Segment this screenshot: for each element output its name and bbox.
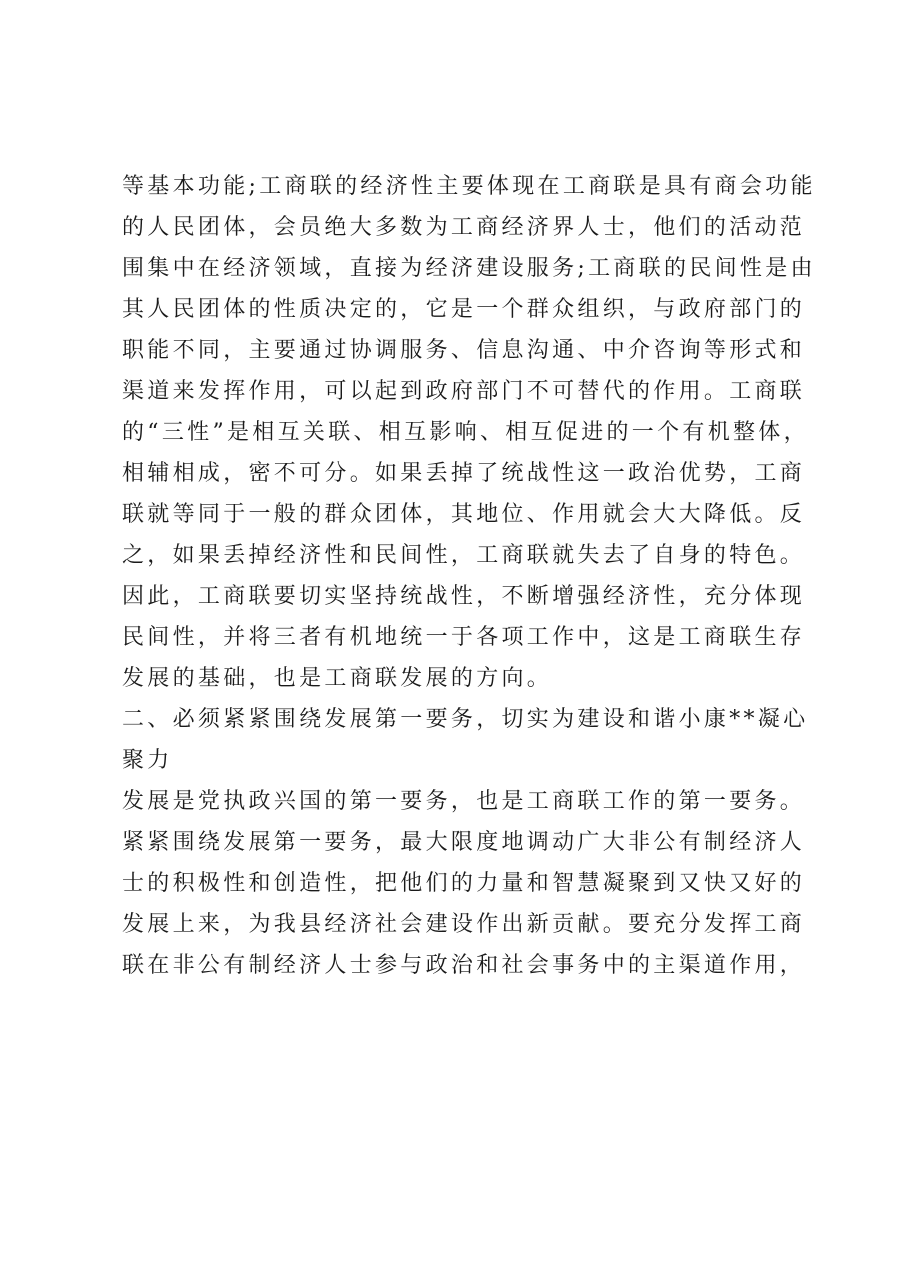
- body-line: 士的积极性和创造性，把他们的力量和智慧凝聚到又快又好的: [122, 871, 806, 896]
- body-line: 的人民团体，会员绝大多数为工商经济界人士，他们的活动范: [122, 215, 806, 240]
- body-line: 之，如果丢掉经济性和民间性，工商联就失去了自身的特色。: [122, 543, 806, 568]
- body-line: 发展上来，为我县经济社会建设作出新贡献。要充分发挥工商: [122, 912, 806, 937]
- section-heading-line: 二、必须紧紧围绕发展第一要务，切实为建设和谐小康**凝心: [122, 707, 809, 732]
- body-line: 渠道来发挥作用，可以起到政府部门不可替代的作用。工商联: [122, 379, 806, 404]
- body-line: 相辅相成，密不可分。如果丢掉了统战性这一政治优势，工商: [122, 461, 806, 486]
- body-line: 因此，工商联要切实坚持统战性，不断增强经济性，充分体现: [122, 584, 806, 609]
- body-line: 发展是党执政兴国的第一要务，也是工商联工作的第一要务。: [122, 789, 806, 814]
- body-line: 民间性，并将三者有机地统一于各项工作中，这是工商联生存: [122, 625, 806, 650]
- body-line: 发展的基础，也是工商联发展的方向。: [122, 666, 553, 691]
- body-line: 的“三性”是相互关联、相互影响、相互促进的一个有机整体，: [122, 420, 809, 445]
- body-line: 紧紧围绕发展第一要务，最大限度地调动广大非公有制经济人: [122, 830, 806, 855]
- body-line: 等基本功能;工商联的经济性主要体现在工商联是具有商会功能: [122, 174, 816, 199]
- body-line: 职能不同，主要通过协调服务、信息沟通、中介咨询等形式和: [122, 338, 806, 363]
- body-line: 联就等同于一般的群众团体，其地位、作用就会大大降低。反: [122, 502, 806, 527]
- body-line: 围集中在经济领域，直接为经济建设服务;工商联的民间性是由: [122, 256, 816, 281]
- section-heading-line: 聚力: [122, 748, 173, 773]
- document-body: [122, 166, 816, 986]
- body-line: 其人民团体的性质决定的，它是一个群众组织，与政府部门的: [122, 297, 806, 322]
- body-line: 联在非公有制经济人士参与政治和社会事务中的主渠道作用，: [122, 953, 806, 978]
